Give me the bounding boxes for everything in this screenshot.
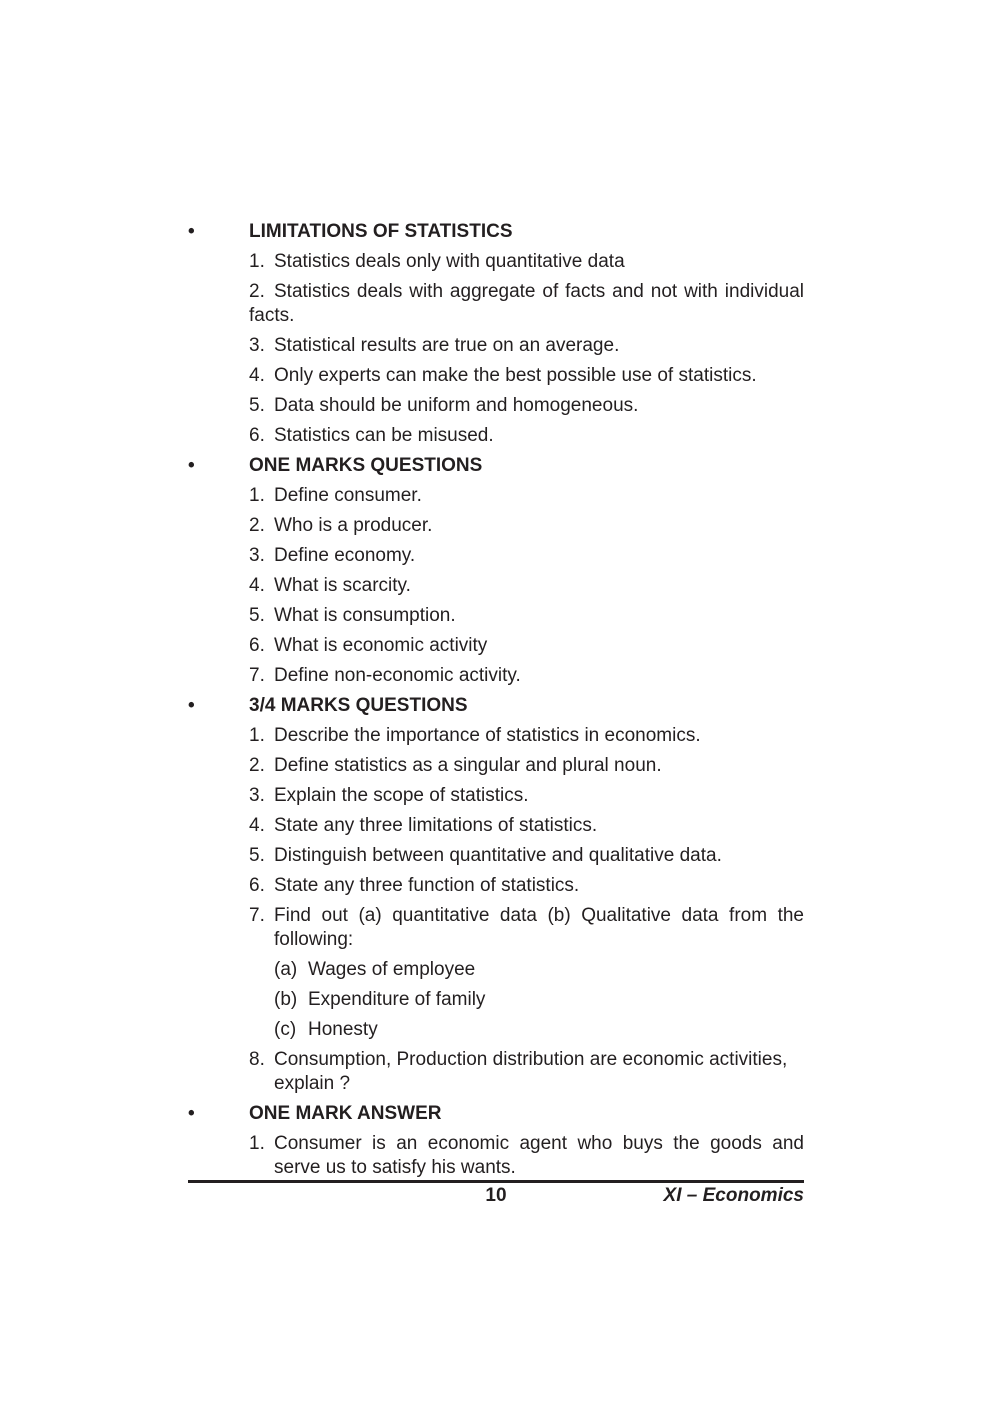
item-text: Describe the importance of statistics in economics.: [274, 725, 701, 746]
list-item: [249, 661, 804, 691]
item-text: What is economic activity: [274, 635, 488, 656]
sub-item-text: Wages of employee: [308, 959, 476, 980]
list-item: [249, 871, 804, 901]
list-item: [249, 781, 804, 811]
item-number: 5.: [249, 605, 265, 626]
section-title: 3/4 MARKS QUESTIONS: [249, 695, 468, 716]
page-number: 10: [485, 1185, 507, 1206]
list-item: [249, 1129, 804, 1183]
item-number: 4.: [249, 815, 265, 836]
book-title: XI – Economics: [663, 1185, 804, 1206]
section-title: ONE MARK ANSWER: [249, 1103, 442, 1124]
item-text: Define consumer.: [274, 485, 422, 506]
item-text: Statistics can be misused.: [274, 425, 494, 446]
bullet: •: [188, 221, 195, 242]
list-item: [249, 721, 804, 751]
list-item: [249, 247, 804, 277]
page-content: [188, 217, 804, 1183]
list-item: [249, 631, 804, 661]
list-item: [249, 811, 804, 841]
item-number: 3.: [249, 785, 265, 806]
item-number: 5.: [249, 845, 265, 866]
item-text: Define economy.: [274, 545, 416, 566]
section-heading-one-marks-questions: [188, 451, 804, 481]
section-heading-limitations: [188, 217, 804, 247]
item-number: 1.: [249, 251, 265, 272]
item-text: State any three limitations of statistics.: [274, 815, 598, 836]
list-item: [249, 421, 804, 451]
item-text: Distinguish between quantitative and qualitative data.: [274, 845, 722, 866]
item-text: Statistics deals with aggregate of facts and not with individual facts.: [249, 281, 804, 326]
item-number: 1.: [249, 725, 265, 746]
sub-list-item: [274, 955, 804, 985]
item-number: 3.: [249, 335, 265, 356]
item-number: 2.: [249, 281, 265, 302]
item-text: State any three function of statistics.: [274, 875, 580, 896]
item-number: 1.: [249, 1133, 265, 1154]
list-item: [249, 481, 804, 511]
list-item: [249, 277, 804, 331]
list-item: [249, 391, 804, 421]
sub-item-letter: (a): [274, 959, 298, 980]
section-title: LIMITATIONS OF STATISTICS: [249, 221, 513, 242]
item-text: Statistics deals only with quantitative data: [274, 251, 625, 272]
item-text: What is scarcity.: [274, 575, 411, 596]
sub-item-letter: (b): [274, 989, 298, 1010]
sub-item-text: Honesty: [308, 1019, 378, 1040]
footer-divider: [188, 1180, 804, 1183]
list-item: [249, 361, 804, 391]
item-number: 5.: [249, 395, 265, 416]
list-item: [249, 601, 804, 631]
item-number: 3.: [249, 545, 265, 566]
item-text: Define statistics as a singular and plural noun.: [274, 755, 662, 776]
sub-item-letter: (c): [274, 1019, 297, 1040]
item-number: 4.: [249, 365, 265, 386]
item-number: 6.: [249, 875, 265, 896]
section-heading-three-four-marks-questions: [188, 691, 804, 721]
item-number: 4.: [249, 575, 265, 596]
bullet: •: [188, 695, 195, 716]
list-item: [249, 571, 804, 601]
section-title: ONE MARKS QUESTIONS: [249, 455, 483, 476]
list-item: [249, 331, 804, 361]
item-text: Statistical results are true on an average.: [274, 335, 620, 356]
item-text: Who is a producer.: [274, 515, 433, 536]
item-number: 6.: [249, 635, 265, 656]
item-number: 7.: [249, 665, 265, 686]
item-text: Define non-economic activity.: [274, 665, 521, 686]
item-text: Consumer is an economic agent who buys the goods and serve us to satisfy his wants.: [274, 1133, 804, 1178]
bullet: •: [188, 455, 195, 476]
item-text: Data should be uniform and homogeneous.: [274, 395, 639, 416]
section-heading-one-mark-answer: [188, 1099, 804, 1129]
item-number: 2.: [249, 515, 265, 536]
bullet: •: [188, 1103, 195, 1124]
list-item: [249, 841, 804, 871]
item-number: 2.: [249, 755, 265, 776]
item-text: Explain the scope of statistics.: [274, 785, 529, 806]
sub-list-item: [274, 985, 804, 1015]
list-item: [249, 751, 804, 781]
list-item: [249, 901, 804, 955]
item-text: What is consumption.: [274, 605, 456, 626]
item-text: Only experts can make the best possible use of statistics.: [274, 365, 757, 386]
item-text: Find out (a) quantitative data (b) Qualitative data from the following:: [274, 905, 804, 950]
item-number: 7.: [249, 905, 265, 926]
item-number: 6.: [249, 425, 265, 446]
sub-item-text: Expenditure of family: [308, 989, 486, 1010]
item-number: 1.: [249, 485, 265, 506]
item-number: 8.: [249, 1049, 265, 1070]
sub-list-item: [274, 1015, 804, 1045]
item-text: Consumption, Production distribution are economic activities, explain ?: [274, 1049, 788, 1094]
list-item: [249, 511, 804, 541]
list-item: [249, 1045, 804, 1099]
list-item: [249, 541, 804, 571]
